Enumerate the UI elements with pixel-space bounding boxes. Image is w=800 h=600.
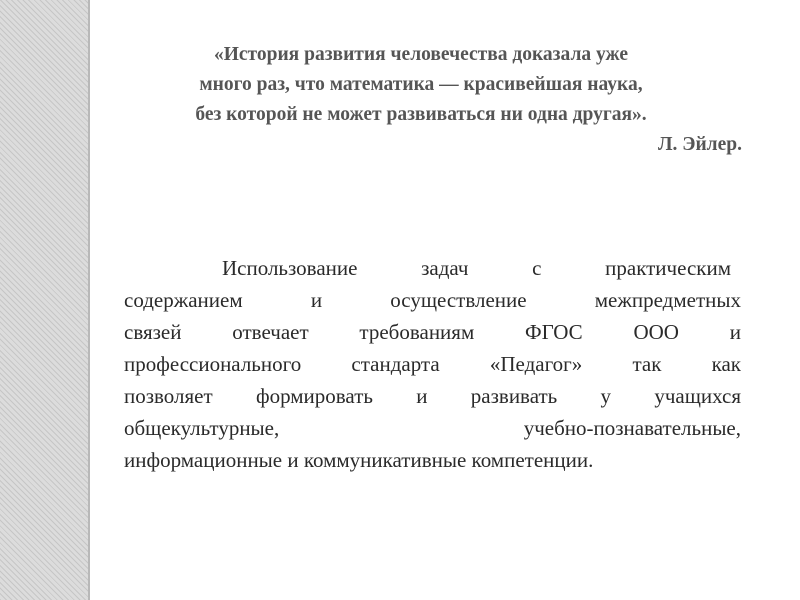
paragraph-line: информационные и коммуникативные компетенции. (124, 448, 594, 472)
quote-line: без которой не может развиваться ни одна другая». (195, 104, 647, 125)
stripe-divider (88, 0, 90, 600)
paragraph-line: Использование задач с практическим (222, 256, 731, 280)
quote-line: «История развития человечества доказала уже (213, 44, 629, 65)
body-paragraph (124, 252, 741, 476)
paragraph-line: позволяет формировать и развивать у учащихся (124, 384, 741, 408)
decorative-side-stripe (0, 0, 88, 600)
epigraph-quote (100, 40, 742, 160)
paragraph-line: содержанием и осуществление межпредметных (124, 288, 741, 312)
quote-line: много раз, что математика — красивейшая наука, (199, 74, 643, 95)
paragraph-line: профессионального стандарта «Педагог» так как (124, 352, 741, 376)
paragraph-line: общекультурные, учебно-познавательные, (124, 416, 741, 440)
paragraph-line: связей отвечает требованиям ФГОС ООО и (124, 320, 741, 344)
quote-author: Л. Эйлер. (657, 134, 742, 155)
